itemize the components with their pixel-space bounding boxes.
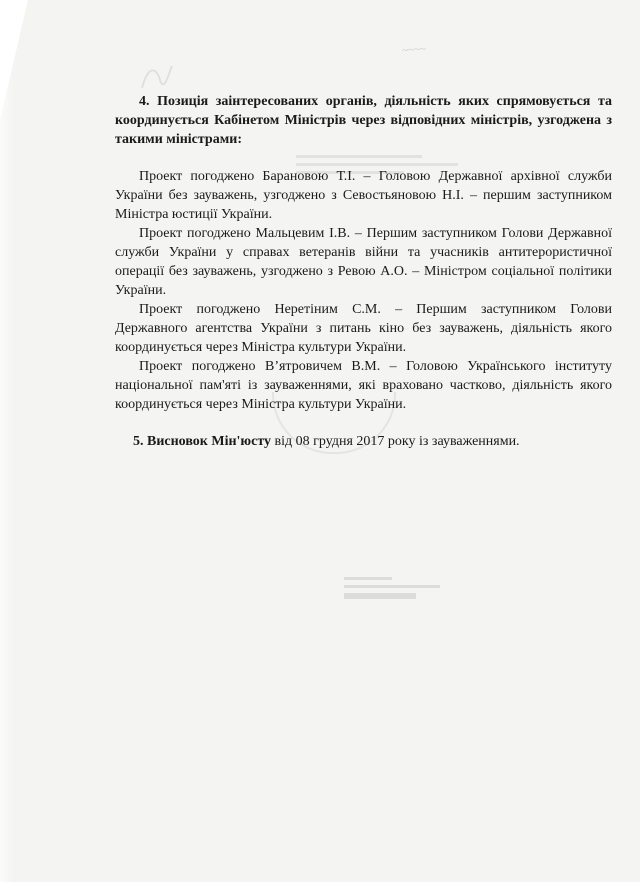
approval-paragraph: Проект погоджено Барановою Т.І. – Головою Державної архівної служби України без зауважень, узгоджено з Севостьяновою Н.І. – першим заступником Міністра юстиції України. <box>115 169 612 222</box>
document-body <box>115 92 612 451</box>
approval-paragraph: Проект погоджено Неретіним С.М. – Першим заступником Голови Державного агентства України з питань кіно без зауважень, діяльність якого координується через Міністра культури України. <box>115 302 612 355</box>
approval-paragraph: Проект погоджено Мальцевим І.В. – Першим заступником Голови Державної служби України у справах ветеранів війни та учасників антитерористичної операції без зауважень, узгоджено з Ревою А.О. – Міністром соціальної політики України. <box>115 226 612 298</box>
bleed-through-signature: ~~~~ <box>401 43 427 57</box>
page-shadow <box>0 0 14 882</box>
approval-paragraph: Проект погоджено В’ятровичем В.М. – Головою Українського інституту національної пам'яті із зауваженнями, які враховано частково, діяльність якого координується через Міністра культури України. <box>115 359 612 412</box>
section-4-heading: 4. Позиція заінтересованих органів, діяльність яких спрямовується та координується Кабінетом Міністрів через відповідних міністрів, узгоджена з такими міністрами: <box>115 94 612 147</box>
bleed-through-mark-icon <box>138 62 176 92</box>
section-5-label: 5. Висновок Мін'юсту <box>133 434 272 449</box>
folded-corner <box>0 0 28 120</box>
section-5-text: від 08 грудня 2017 року із зауваженнями. <box>271 434 520 449</box>
section-5-conclusion <box>115 432 612 451</box>
bleed-through-footer <box>344 572 464 604</box>
